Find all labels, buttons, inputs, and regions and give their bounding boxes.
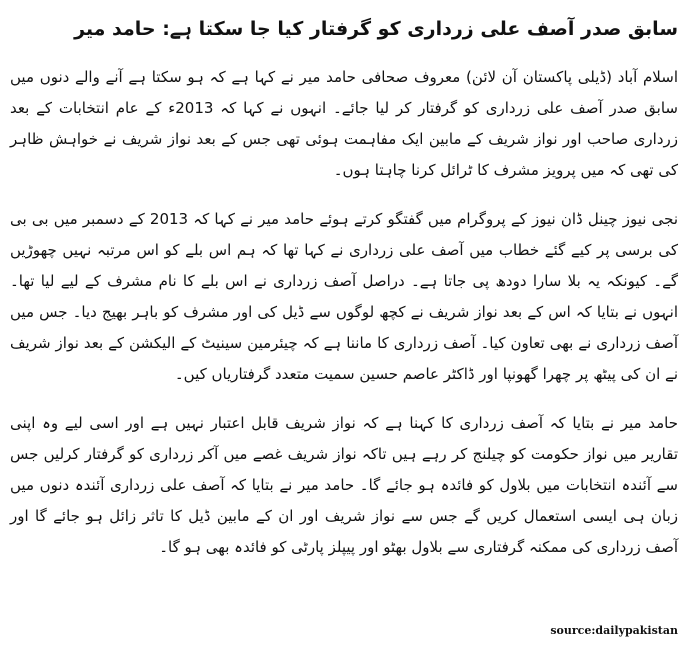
paragraph-3: حامد میر نے بتایا کہ آصف زرداری کا کہنا ہے کہ نواز شریف قابل اعتبار نہیں ہے اور اسی لیے وہ اپنی تقاریر میں نواز حکومت کو چیلنج کر رہے ہیں تاکہ نواز شریف غصے میں آکر زرداری کو گرفتار کرلیں جس سے آئندہ انتخابات میں بلاول کو فائدہ ہو جائے گا۔ حامد میر نے بتایا کہ آصف علی زرداری آئندہ دنوں میں زبان ہی ایسی استعمال کریں گے جس سے نواز شریف اور ان کے مابین ڈیل کا تاثر زائل ہو جائے گا اور آصف زرداری کی ممکنہ گرفتاری سے بلاول بھٹو اور پیپلز پارٹی کو فائدہ بھی ہو گا۔ bbox=[10, 414, 678, 556]
article bbox=[10, 14, 678, 581]
paragraph-1: اسلام آباد (ڈیلی پاکستان آن لائن) معروف صحافی حامد میر نے کہا ہے کہ ہو سکتا ہے آنے والے دنوں میں سابق صدر آصف علی زرداری کو گرفتار کر لیا جائے۔ انہوں نے کہا کہ 2013ء کے عام انتخابات کے بعد زرداری صاحب اور نواز شریف کے مابین ایک مفاہمت ہوئی تھی جس کے بعد نواز شریف نے خواہش ظاہر کی تھی کہ میں پرویز مشرف کا ٹرائل کرنا چاہتا ہوں۔ bbox=[10, 68, 678, 179]
headline: سابق صدر آصف علی زرداری کو گرفتار کیا جا سکتا ہے: حامد میر bbox=[74, 18, 678, 40]
source-credit: source:dailypakistan bbox=[550, 624, 678, 637]
paragraph-2: نجی نیوز چینل ڈان نیوز کے پروگرام میں گفتگو کرتے ہوئے حامد میر نے کہا کہ 2013 کے دسمبر میں بی بی کی برسی پر کیے گئے خطاب میں آصف علی زرداری نے کہا تھا کہ ہم اس بلے کو اس مرتبہ نہیں چھوڑیں گے۔ کیونکہ یہ بلا سارا دودھ پی جاتا ہے۔ دراصل آصف زرداری نے اس بلے کا نام مشرف کے لیے لیا تھا۔ انہوں نے بتایا کہ اس کے بعد نواز شریف نے کچھ لوگوں سے ڈیل کی اور مشرف کو باہر بھیج دیا۔ جس میں آصف زرداری نے بھی تعاون کیا۔ آصف زرداری کا ماننا ہے کہ چیئرمین سینیٹ کے الیکشن کے بعد نواز شریف نے ان کی پیٹھ پر چھرا گھونپا اور ڈاکٹر عاصم حسین سمیت متعدد گرفتاریاں کیں۔ bbox=[10, 210, 679, 383]
